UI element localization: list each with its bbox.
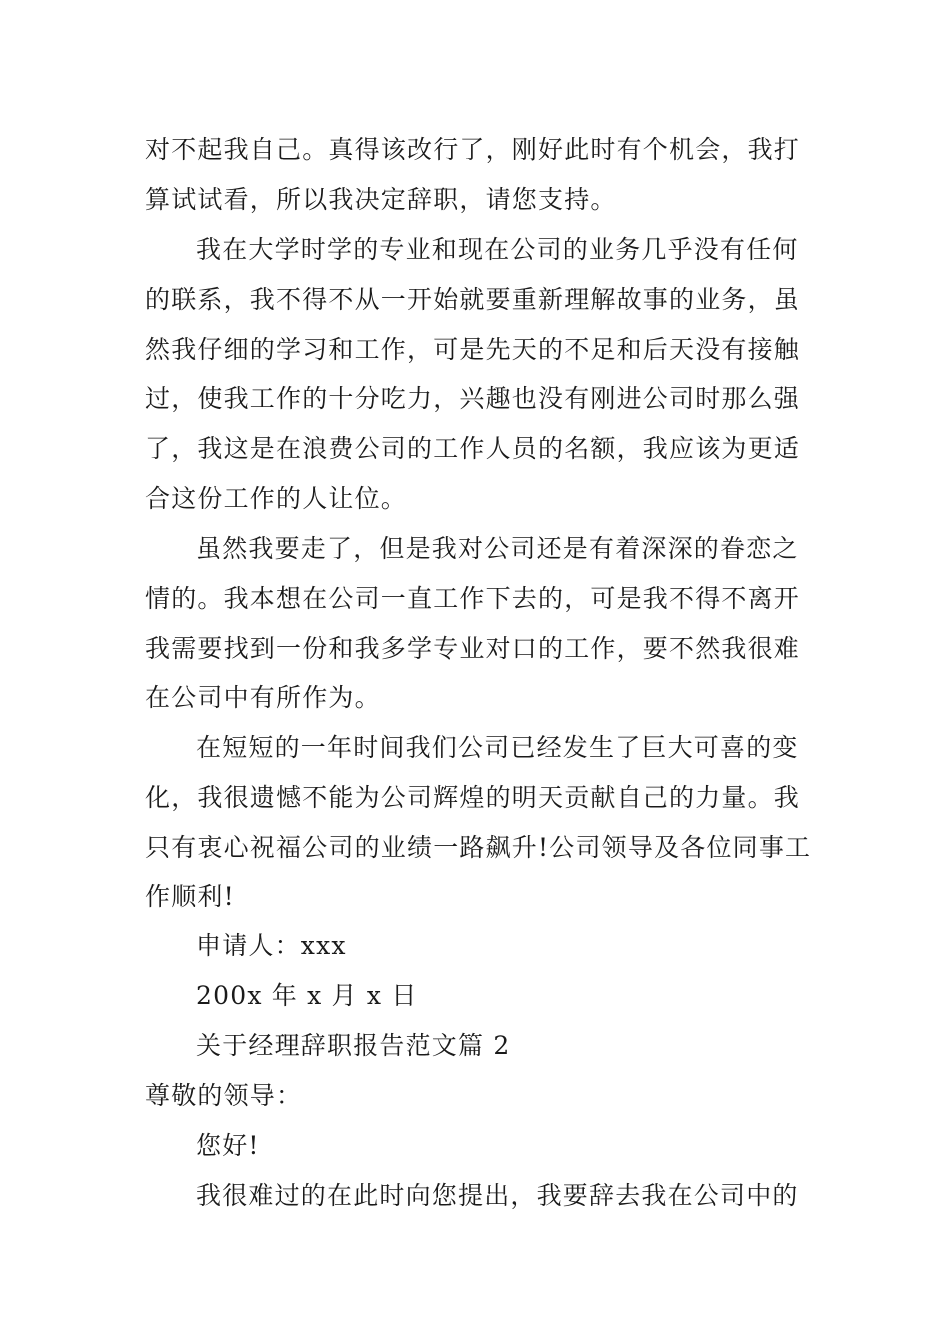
- paragraph-line: 算试试看，所以我决定辞职，请您支持。: [145, 185, 617, 214]
- greeting-line: 您好!: [196, 1131, 260, 1160]
- date-line: 200x 年 x 月 x 日: [196, 981, 418, 1010]
- paragraph-line: 在公司中有所作为。: [145, 683, 381, 712]
- paragraph-line: 我需要找到一份和我多学专业对口的工作，要不然我很难: [145, 634, 801, 663]
- paragraph-line: 在短短的一年时间我们公司已经发生了巨大可喜的变: [196, 733, 799, 762]
- paragraph-line: 情的。我本想在公司一直工作下去的，可是我不得不离开: [145, 584, 801, 613]
- section-title: 关于经理辞职报告范文篇 2: [196, 1031, 511, 1060]
- paragraph-line: 我很难过的在此时向您提出，我要辞去我在公司中的: [196, 1181, 799, 1210]
- paragraph-line: 只有衷心祝福公司的业绩一路飙升!公司领导及各位同事工: [145, 833, 812, 862]
- paragraph-line: 过，使我工作的十分吃力，兴趣也没有刚进公司时那么强: [145, 384, 801, 413]
- paragraph-line: 的联系，我不得不从一开始就要重新理解故事的业务，虽: [145, 285, 801, 314]
- paragraph-line: 虽然我要走了，但是我对公司还是有着深深的眷恋之: [196, 534, 799, 563]
- paragraph-line: 化，我很遗憾不能为公司辉煌的明天贡献自己的力量。我: [145, 783, 801, 812]
- salutation-line: 尊敬的领导：: [145, 1081, 303, 1110]
- paragraph-line: 合这份工作的人让位。: [145, 484, 408, 513]
- paragraph-line: 我在大学时学的专业和现在公司的业务几乎没有任何: [196, 235, 799, 264]
- paragraph-line: 然我仔细的学习和工作，可是先天的不足和后天没有接触: [145, 335, 801, 364]
- paragraph-line: 作顺利!: [145, 882, 235, 911]
- paragraph-line: 对不起我自己。真得该改行了，刚好此时有个机会，我打: [145, 135, 801, 164]
- applicant-line: 申请人：xxx: [196, 931, 347, 960]
- paragraph-line: 了，我这是在浪费公司的工作人员的名额，我应该为更适: [145, 434, 801, 463]
